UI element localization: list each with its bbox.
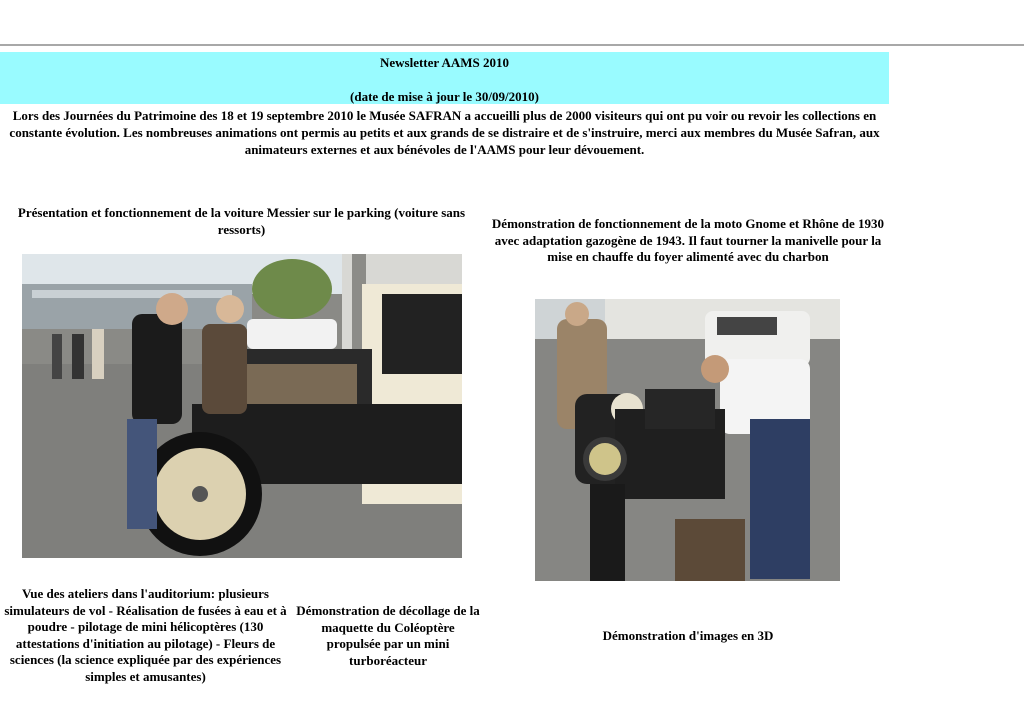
images3d-caption: Démonstration d'images en 3D: [602, 628, 774, 643]
newsletter-title: Newsletter AAMS 2010: [379, 55, 509, 70]
horizontal-rule: [0, 44, 1024, 46]
newsletter-banner: [0, 52, 889, 104]
update-date: (date de mise à jour le 30/09/2010): [350, 89, 539, 104]
intro-paragraph: Lors des Journées du Patrimoine des 18 et 19 septembre 2010 le Musée SAFRAN a accueilli plus de 2000 visiteurs qui ont pu voir ou revoir les collections en constante évolution. Les nombreuses animations ont permis au petits et aux grands de se distraire et de s'instruire, merci aux membres du Musée Safran, aux animateurs externes et aux bénévoles de l'AAMS pour leur dévouement.: [9, 108, 880, 157]
messier-car-photo: [22, 254, 462, 558]
gnome-rhone-photo: [535, 299, 840, 581]
messier-caption: Présentation et fonctionnement de la voiture Messier sur le parking (voiture sans ressorts): [17, 205, 466, 237]
ateliers-caption: Vue des ateliers dans l'auditorium: plusieurs simulateurs de vol - Réalisation de fusées à eau et à poudre - pilotage de mini hélicoptères (130 attestations d'initiation au pilotage) - Fleurs de sciences (la science expliquée par des expériences simples et amusantes): [4, 586, 287, 684]
coleoptere-caption: Démonstration de décollage de la maquette du Coléoptère propulsée par un mini turboréacteur: [296, 603, 480, 668]
gnome-caption: Démonstration de fonctionnement de la moto Gnome et Rhône de 1930 avec adaptation gazogène de 1943. Il faut tourner la manivelle pour la mise en chauffe du foyer alimenté avec du charbon: [491, 216, 885, 264]
